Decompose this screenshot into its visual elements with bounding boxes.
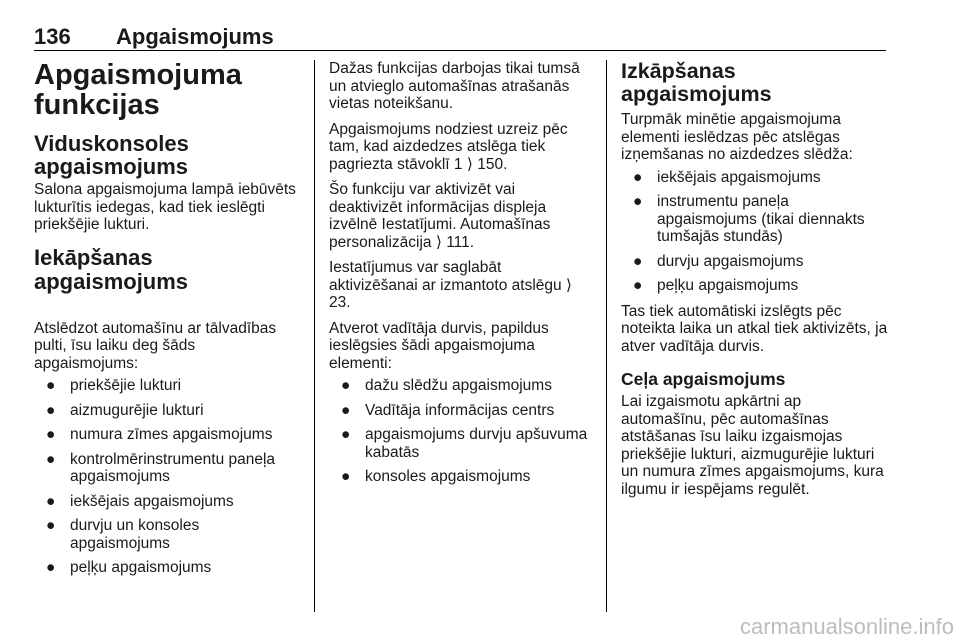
bullet-icon: ● <box>633 277 643 294</box>
list-item: ● kontrolmērinstrumentu paneļa apgaismojums <box>46 450 276 485</box>
page-number: 136 <box>34 24 71 49</box>
bullet-icon: ● <box>341 468 351 485</box>
bullet-icon: ● <box>341 401 351 419</box>
paragraph-auto-off: Tas tiek automātiski izslēgts pēc noteikta laika un atkal tiek aktivizēts, ja atver vadītāja durvis. <box>621 302 888 355</box>
bullet-icon: ● <box>46 517 56 534</box>
header-rule <box>34 50 886 51</box>
column-3 <box>621 60 889 506</box>
paragraph-key-setting: Iestatījumus var saglabāt aktivizēšanai ar izmantoto atslēgu ⟩ 23. <box>329 259 572 311</box>
section-title-console-lighting: Viduskonsoles apgaismojums <box>34 131 189 179</box>
bullet-icon: ● <box>341 426 351 443</box>
list-item: ● numura zīmes apgaismojums <box>46 426 273 443</box>
column-1 <box>34 60 296 585</box>
bullet-icon: ● <box>46 426 56 443</box>
bullet-icon: ● <box>46 377 56 394</box>
paragraph-entry-lighting: Atslēdzot automašīnu ar tālvadības pulti, īsu laiku deg šāds apgaismojums: <box>34 319 277 372</box>
list-item: ● apgaismojums durvju apšuvuma kabatās <box>341 426 588 461</box>
list-item: ● iekšējais apgaismojums <box>633 168 821 186</box>
list-item: ● iekšējais apgaismojums <box>46 492 234 510</box>
chapter-title: Apgaismojuma funkcijas <box>34 59 242 121</box>
bullet-icon: ● <box>46 401 56 419</box>
column-2 <box>329 60 591 494</box>
list-item: ● peļķu apgaismojums <box>633 277 799 294</box>
section-title-exit-lighting: Izkāpšanas apgaismojums <box>621 59 772 106</box>
paragraph-darkness-function: Dažas funkcijas darbojas tikai tumsā un atvieglo automašīnas atrašanās vietas noteikšanu. <box>329 60 580 112</box>
section-title-entry-lighting: Iekāpšanas apgaismojums <box>34 244 189 294</box>
paragraph-path-lighting: Lai izgaismotu apkārtni ap automašīnu, pēc automašīnas atstāšanas īsu laiku izgaismojas priekšējie lukturi, aizmugurējie lukturi un numura zīmes apgaismojums, kura ilgumu ir iespējams regulēt. <box>621 393 884 498</box>
paragraph-activation-setting: Šo funkciju var aktivizēt vai deaktivizēt informācijas displeja izvēlnē Iestatījumi. Automašīnas personalizācija ⟩ 111. <box>329 181 551 251</box>
exit-lighting-list <box>621 169 889 295</box>
paragraph-console-lighting: Salona apgaismojuma lampā iebūvēts lukturītis iedegas, kad tiek ieslēgti priekšējie lukturi. <box>34 181 296 233</box>
list-item: ● durvju apgaismojums <box>633 252 804 270</box>
entry-lighting-list <box>34 377 296 577</box>
list-item: ● priekšējie lukturi <box>46 377 182 394</box>
driver-door-list <box>329 377 591 486</box>
bullet-icon: ● <box>341 377 351 394</box>
watermark: carmanualsonline.info <box>739 614 954 639</box>
bullet-icon: ● <box>46 492 56 510</box>
list-item: ● instrumentu paneļa apgaismojums (tikai diennakts tumšajās stundās) <box>633 193 865 245</box>
bullet-icon: ● <box>633 168 643 186</box>
column-divider-2 <box>606 60 607 612</box>
paragraph-exit-lighting: Turpmāk minētie apgaismojuma elementi ieslēdzas pēc atslēgas izņemšanas no aizdedzes slēdža: <box>621 111 853 163</box>
list-item: ● peļķu apgaismojums <box>46 559 212 576</box>
list-item: ● dažu slēdžu apgaismojums <box>341 377 552 394</box>
paragraph-ignition-off: Apgaismojums nodziest uzreiz pēc tam, kad aizdedzes atslēga tiek pagriezta stāvoklī 1 ⟩ 150. <box>329 120 568 173</box>
list-item: ● konsoles apgaismojums <box>341 468 531 485</box>
section-title-path-lighting: Ceļa apgaismojums <box>621 369 786 389</box>
column-divider-1 <box>314 60 315 612</box>
bullet-icon: ● <box>46 450 56 468</box>
list-item: ● durvju un konsoles apgaismojums <box>46 517 200 552</box>
page-header <box>34 24 886 50</box>
bullet-icon: ● <box>46 559 56 576</box>
running-title: Apgaismojums <box>116 24 274 49</box>
list-item: ● aizmugurējie lukturi <box>46 401 204 419</box>
bullet-icon: ● <box>633 193 643 210</box>
bullet-icon: ● <box>633 252 643 270</box>
paragraph-driver-door: Atverot vadītāja durvis, papildus ieslēgsies šādi apgaismojuma elementi: <box>329 319 549 372</box>
list-item: ● Vadītāja informācijas centrs <box>341 401 555 419</box>
